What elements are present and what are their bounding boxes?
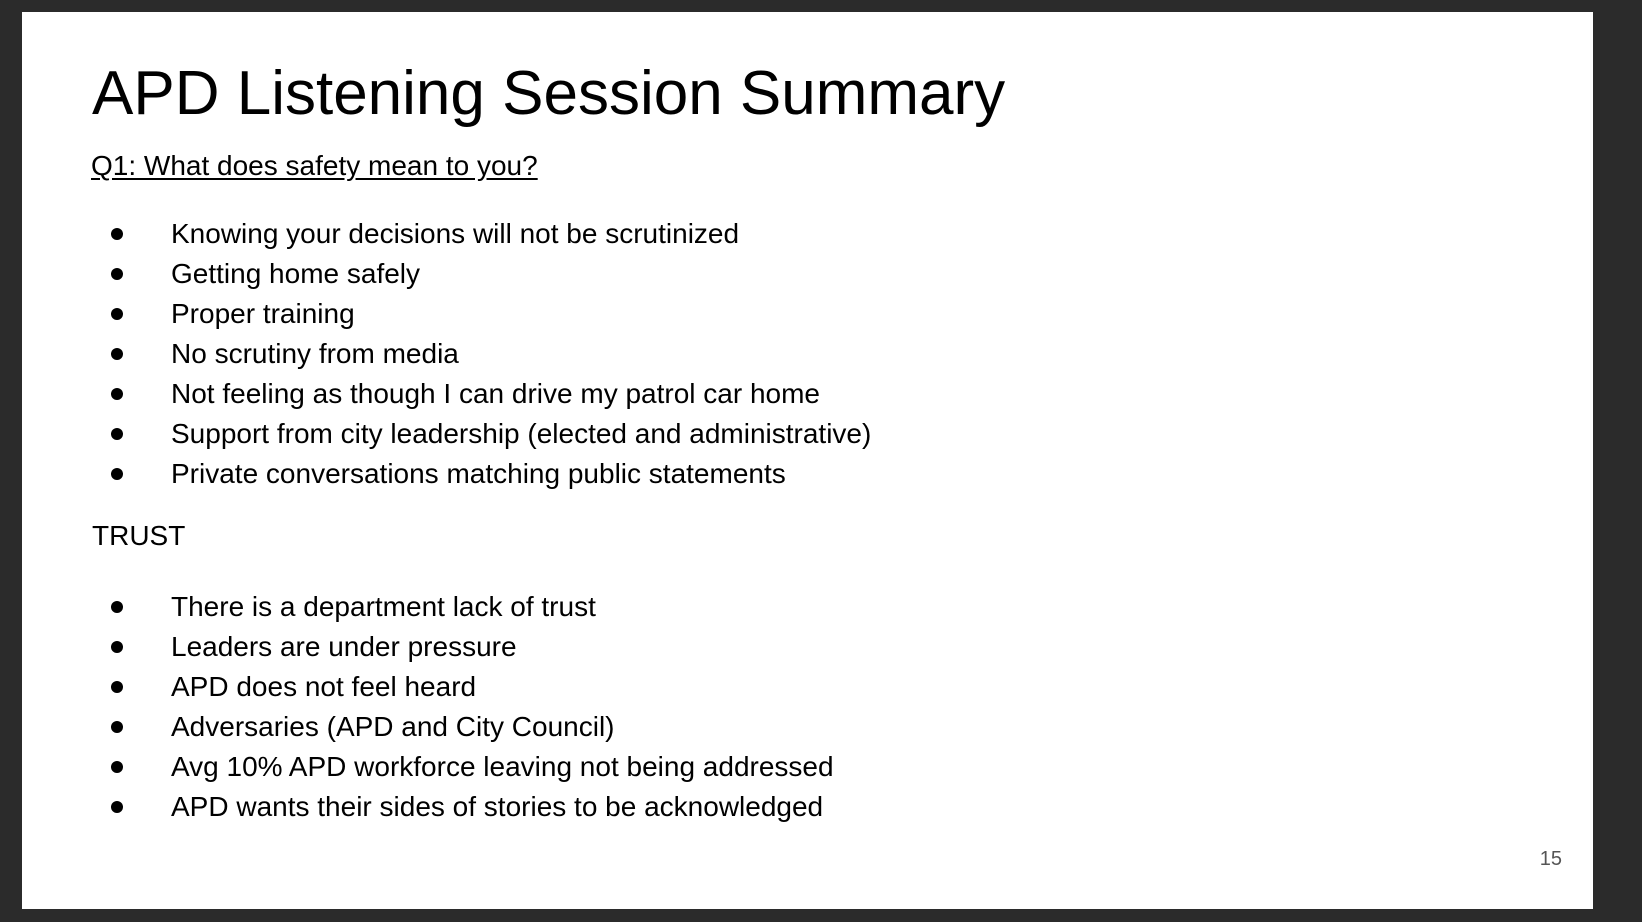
question-heading: Q1: What does safety mean to you? bbox=[91, 150, 538, 181]
bullet-icon bbox=[111, 428, 123, 440]
bullet-icon bbox=[111, 641, 123, 653]
bullet-text: Support from city leadership (elected and administrative) bbox=[171, 418, 872, 449]
page-number: 15 bbox=[1539, 848, 1562, 870]
bullet-icon bbox=[111, 721, 123, 733]
bullet-icon bbox=[111, 228, 123, 240]
bullet-icon bbox=[111, 388, 123, 400]
bullet-text: Proper training bbox=[171, 298, 355, 329]
bullet-text: Private conversations matching public statements bbox=[171, 458, 786, 489]
bullet-icon bbox=[111, 268, 123, 280]
bullet-text: There is a department lack of trust bbox=[171, 591, 596, 622]
bullet-text: Avg 10% APD workforce leaving not being addressed bbox=[171, 751, 834, 782]
bullet-text: No scrutiny from media bbox=[171, 338, 459, 369]
slide-title: APD Listening Session Summary bbox=[92, 59, 1006, 128]
bullet-text: Getting home safely bbox=[171, 258, 421, 289]
bullet-icon bbox=[111, 801, 123, 813]
trust-heading: TRUST bbox=[92, 520, 186, 551]
bullet-text: Adversaries (APD and City Council) bbox=[171, 711, 615, 742]
bullet-icon bbox=[111, 348, 123, 360]
slide bbox=[22, 12, 1593, 909]
bullet-text: Knowing your decisions will not be scrutinized bbox=[171, 218, 740, 249]
bullet-text: APD wants their sides of stories to be acknowledged bbox=[171, 791, 824, 822]
bullet-text: Not feeling as though I can drive my patrol car home bbox=[171, 378, 821, 409]
bullet-icon bbox=[111, 681, 123, 693]
bullet-text: Leaders are under pressure bbox=[171, 631, 517, 662]
bullet-icon bbox=[111, 601, 123, 613]
bullet-icon bbox=[111, 468, 123, 480]
bullet-icon bbox=[111, 308, 123, 320]
bullet-icon bbox=[111, 761, 123, 773]
bullet-text: APD does not feel heard bbox=[171, 671, 477, 702]
